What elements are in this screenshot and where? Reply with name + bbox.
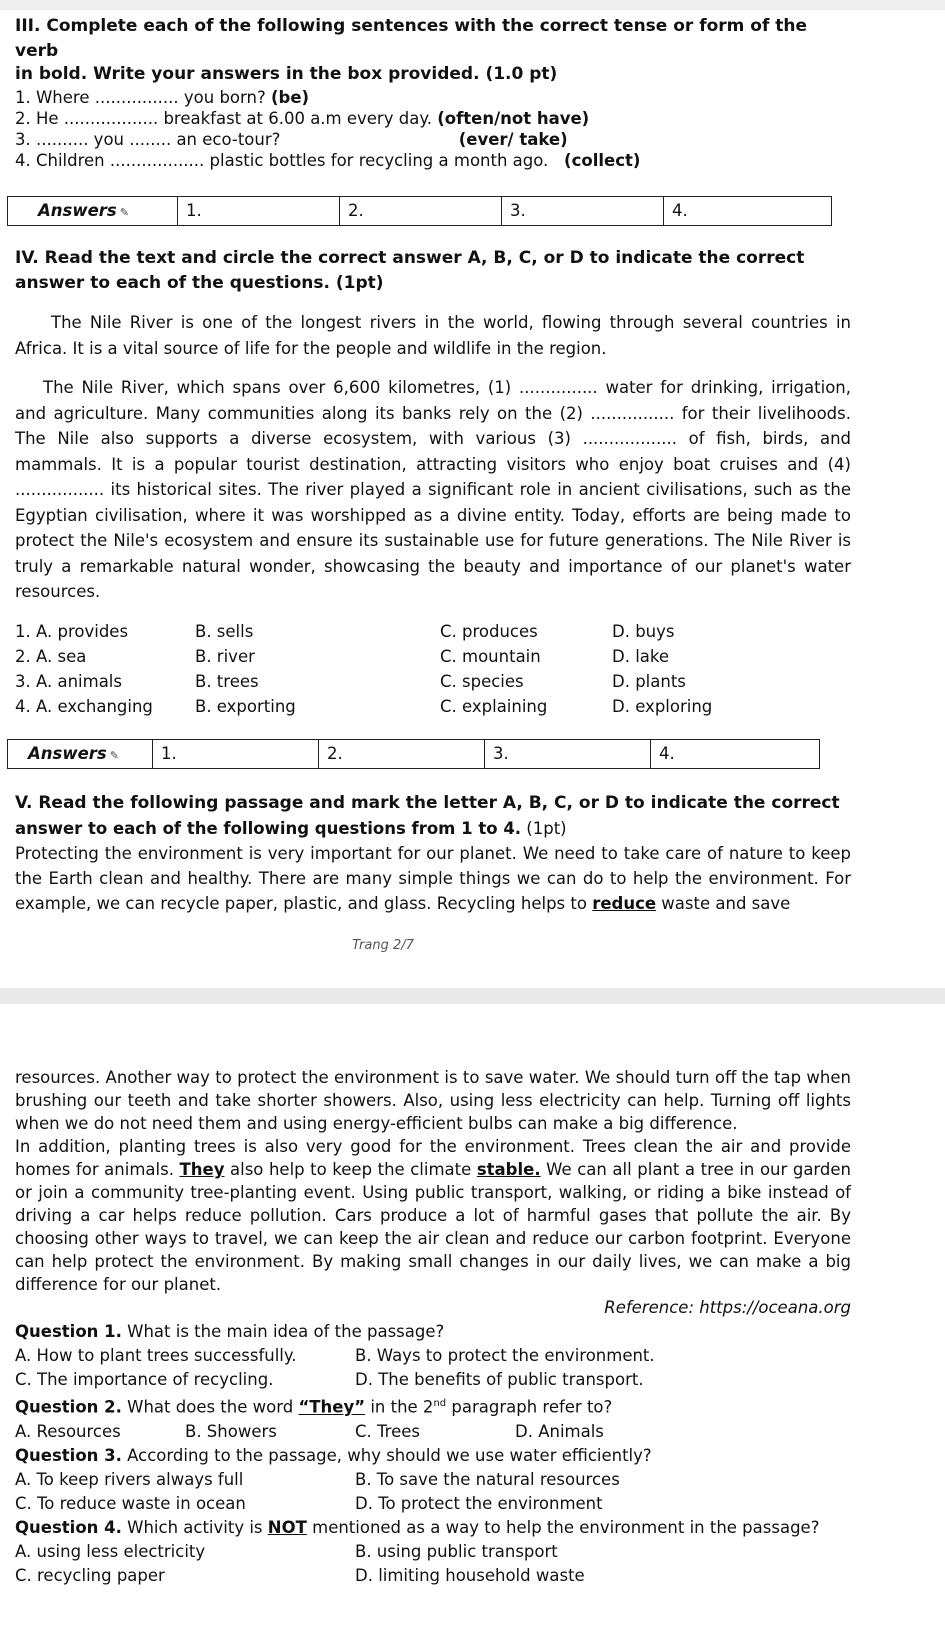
s4-option-row-2: 2. A. sea B. river C. mountain D. lake <box>15 646 670 666</box>
question-1: Question 1. What is the main idea of the passage? <box>15 1322 445 1341</box>
s4-options <box>15 619 851 719</box>
answers-label: Answers ✎ <box>8 740 153 768</box>
answer-cell-4[interactable]: 4. <box>672 201 688 220</box>
answer-cell-1[interactable]: 1. <box>178 197 340 225</box>
answer-cell-3[interactable]: 3. <box>502 197 664 225</box>
nile-paragraph-2: The Nile River, which spans over 6,600 kilometres, (1) ............... water for drinking, irrigation, and agriculture. Many communities along its banks rely on the (2) ................ for their livelihoods. The Nile also supports a diverse ecosystem, with various (3) .................. of fish, birds, and mammals. It is a popular tourist destination, attracting visitors who enjoy boat cruises and (4) ................. its historical sites. The river played a significant role in ancient civilisations, such as the Egyptian civilisation, where it was worshipped as a divine entity. Today, efforts are being made to protect the Nile's ecosystem and ensure its sustainable use for future generations. The Nile River is truly a remarkable natural wonder, showcasing the beauty and importance of our planet's water resources. <box>15 378 851 601</box>
page-2 <box>0 1066 945 1588</box>
page-gap <box>0 988 945 1004</box>
reference: Reference: https://oceana.org <box>604 1298 851 1317</box>
env-paragraph-cont: resources. Another way to protect the environment is to save water. We should turn off the tap when brushing our teeth and take shorter showers. Also, using less electricity can help. Turning off lights when we do not need them and using energy-efficient bulbs can make a big difference. <box>15 1068 851 1133</box>
answer-box-4 <box>7 739 820 769</box>
s3-item-1: 1. Where ................ you born? (be) <box>15 88 310 107</box>
q4-options-row-1: A. using less electricity B. using public transport <box>15 1541 558 1561</box>
s4-option-row-4: 4. A. exchanging B. exporting C. explaining D. exploring <box>15 696 713 716</box>
section-3-title: III. Complete each of the following sentences with the correct tense or form of the verb <box>15 16 808 61</box>
pencil-icon: ✎ <box>109 748 119 762</box>
q3-options-row-2: C. To reduce waste in ocean D. To protect the environment <box>15 1493 603 1513</box>
q1-options-row-1: A. How to plant trees successfully. B. Ways to protect the environment. <box>15 1346 655 1365</box>
question-2: Question 2. What does the word “They” in the 2nd paragraph refer to? <box>15 1397 613 1417</box>
answer-cell-4[interactable]: 4. <box>659 743 675 763</box>
section-4-title-cont: answer to each of the questions. (1pt) <box>15 273 384 293</box>
env-paragraph-start: Protecting the environment is very important for our planet. We need to take care of nature to keep the Earth clean and healthy. There are many simple things we can do to help the environment. For example, we can recycle paper, plastic, and glass. Recycling helps to reduce waste and save <box>15 843 851 913</box>
q3-options-row-1: A. To keep rivers always full B. To save the natural resources <box>15 1469 620 1489</box>
question-4: Question 4. Which activity is NOT mentioned as a way to help the environment in the passage? <box>15 1517 820 1537</box>
env-paragraph-2: In addition, planting trees is also very good for the environment. Trees clean the air and provide homes for animals. They also help to keep the climate stable. We can all plant a tree in our garden or join a community tree-planting event. Using public transport, walking, or riding a bike instead of driving a car helps reduce pollution. Cars produce a lot of harmful gases that pollute the air. By choosing other ways to travel, we can keep the air clean and reduce our carbon footprint. Everyone can help protect the environment. By making small changes in our daily lives, we can make a big difference for our planet. <box>15 1137 851 1294</box>
s3-item-3: 3. .......... you ........ an eco-tour? (ever/ take) <box>15 130 568 149</box>
page-1 <box>0 14 945 953</box>
section-5-title: V. Read the following passage and mark the letter A, B, C, or D to indicate the correct <box>15 792 840 813</box>
section-4-title: IV. Read the text and circle the correct answer A, B, C, or D to indicate the correct <box>15 248 805 268</box>
answer-box-3 <box>7 196 832 226</box>
s3-item-2: 2. He .................. breakfast at 6.00 a.m every day. (often/not have) <box>15 109 590 128</box>
nile-paragraph-1: The Nile River is one of the longest rivers in the world, flowing through several countries in Africa. It is a vital source of life for the people and wildlife in the region. <box>15 313 851 358</box>
top-gutter <box>0 0 945 10</box>
s4-option-row-3: 3. A. animals B. trees C. species D. plants <box>15 671 686 691</box>
question-3: Question 3. According to the passage, why should we use water efficiently? <box>15 1445 652 1465</box>
answers-label: Answers ✎ <box>8 197 178 225</box>
answer-cell-2[interactable]: 2. <box>340 197 502 225</box>
q4-options-row-2: C. recycling paper D. limiting household waste <box>15 1565 585 1585</box>
q2-options: A. Resources B. Showers C. Trees D. Animals <box>15 1421 604 1441</box>
q1-options-row-2: C. The importance of recycling. D. The benefits of public transport. <box>15 1370 644 1389</box>
answer-cell-3[interactable]: 3. <box>485 740 651 768</box>
s3-item-4: 4. Children .................. plastic bottles for recycling a month ago. (collect) <box>15 151 641 170</box>
section-3-title-cont: in bold. Write your answers in the box provided. (1.0 pt) <box>15 64 558 84</box>
section-5-title-cont: answer to each of the following questions from 1 to 4. (1pt) <box>15 818 567 838</box>
answer-cell-2[interactable]: 2. <box>319 740 485 768</box>
s4-option-row-1: 1. A. provides B. sells C. produces D. buys <box>15 621 675 641</box>
pencil-icon: ✎ <box>119 206 129 219</box>
answer-cell-1[interactable]: 1. <box>153 740 319 768</box>
page-footer: Trang 2/7 <box>352 937 414 953</box>
